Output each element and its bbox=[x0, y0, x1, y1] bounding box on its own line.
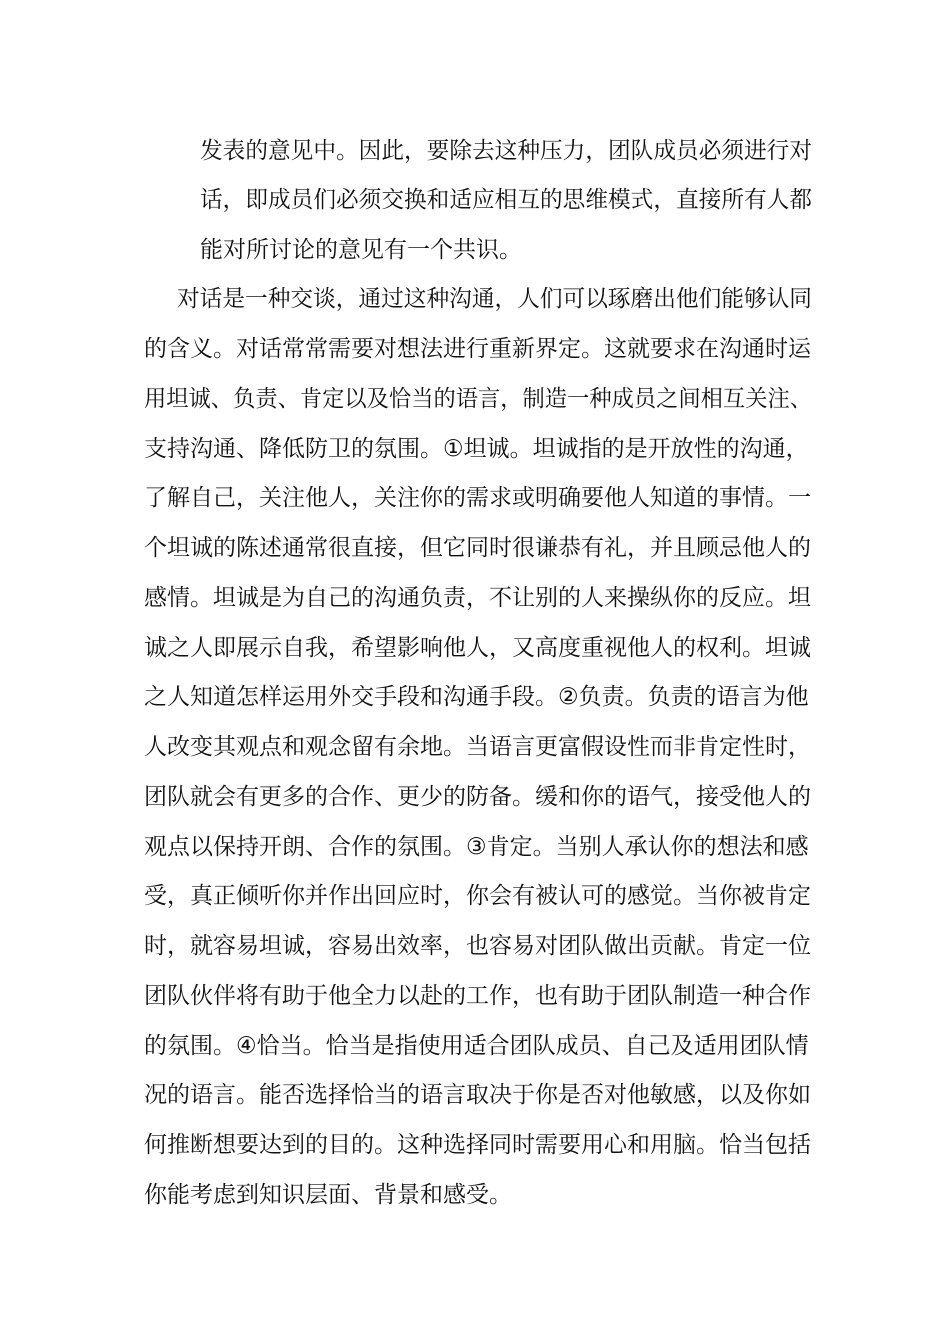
text-line: 之人知道怎样运用外交手段和沟通手段。②负责。负责的语言为他 bbox=[144, 684, 809, 710]
text-line: 了解自己，关注他人，关注你的需求或明确要他人知道的事情。一 bbox=[144, 485, 811, 511]
text-line: 观点以保持开朗、合作的氛围。③肯定。当别人承认你的想法和感 bbox=[144, 834, 809, 860]
text-line: 对话是一种交谈，通过这种沟通，人们可以琢磨出他们能够认同 bbox=[177, 286, 812, 312]
text-line: 人改变其观点和观念留有余地。当语言更富假设性而非肯定性时， bbox=[144, 734, 811, 760]
text-line: 用坦诚、负责、肯定以及恰当的语言，制造一种成员之间相互关注、 bbox=[144, 386, 812, 412]
text-line: 个坦诚的陈述通常很直接，但它同时很谦恭有礼，并且顾忌他人的 bbox=[144, 535, 811, 561]
text-line: 支持沟通、降低防卫的氛围。①坦诚。坦诚指的是开放性的沟通， bbox=[144, 436, 809, 462]
text-line: 何推断想要达到的目的。这种选择同时需要用心和用脑。恰当包括 bbox=[144, 1132, 811, 1158]
text-line: 时，就容易坦诚，容易出效率，也容易对团队做出贡献。肯定一位 bbox=[144, 933, 811, 959]
text-line: 话，即成员们必须交换和适应相互的思维模式，直接所有人都 bbox=[200, 187, 812, 213]
text-line: 团队就会有更多的合作、更少的防备。缓和你的语气，接受他人的 bbox=[144, 784, 811, 810]
text-line: 况的语言。能否选择恰当的语言取决于你是否对他敏感，以及你如 bbox=[144, 1082, 811, 1108]
text-line: 发表的意见中。因此，要除去这种压力，团队成员必须进行对 bbox=[200, 138, 812, 164]
text-line: 诚之人即展示自我，希望影响他人，又高度重视他人的权利。坦诚 bbox=[144, 635, 811, 661]
text-line: 能对所讨论的意见有一个共识。 bbox=[200, 237, 522, 263]
text-line: 的含义。对话常常需要对想法进行重新界定。这就要求在沟通时运 bbox=[144, 336, 811, 362]
text-line: 团队伙伴将有助于他全力以赴的工作，也有助于团队制造一种合作 bbox=[144, 983, 811, 1009]
text-line: 感情。坦诚是为自己的沟通负责，不让别的人来操纵你的反应。坦 bbox=[144, 585, 811, 611]
text-line: 受，真正倾听你并作出回应时，你会有被认可的感觉。当你被肯定 bbox=[144, 883, 811, 909]
text-line: 的氛围。④恰当。恰当是指使用适合团队成员、自己及适用团队情 bbox=[144, 1033, 809, 1059]
text-line: 你能考虑到知识层面、背景和感受。 bbox=[144, 1182, 512, 1208]
